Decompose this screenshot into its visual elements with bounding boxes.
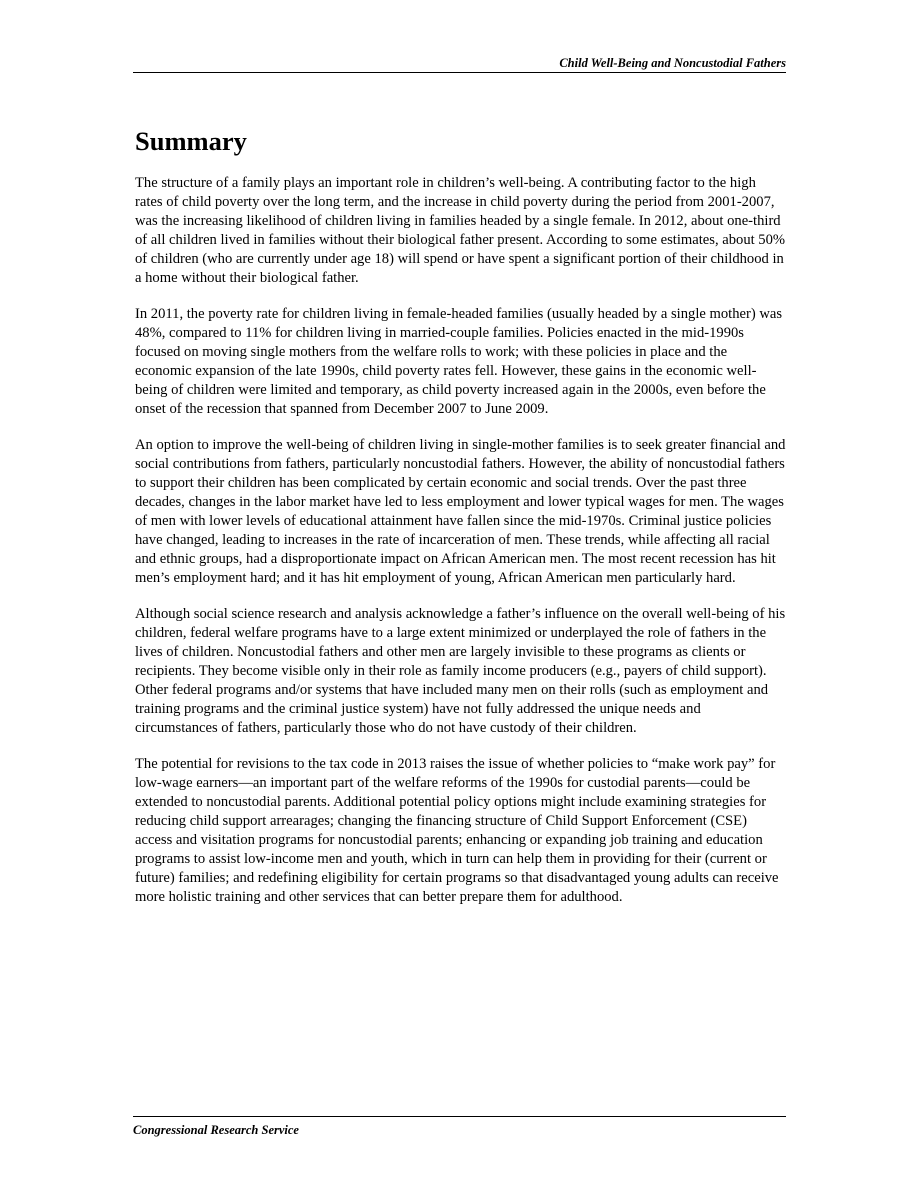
body-paragraph: The structure of a family plays an important role in children’s well-being. A contributing factor to the high rates of child poverty over the long term, and the increase in child poverty during the period from 2001-2007, was the increasing likelihood of children living in families headed by a single female. In 2012, about one-third of all children lived in families without their biological father present. According to some estimates, about 50% of children (who are currently under age 18) will spend or have spent a significant portion of their childhood in a home without their biological father. [135, 175, 786, 286]
running-footer [133, 1116, 786, 1139]
running-header-title: Child Well-Being and Noncustodial Fathers [559, 56, 786, 70]
summary-section [135, 124, 787, 924]
page-title: Summary [135, 126, 247, 156]
footer-source: Congressional Research Service [133, 1123, 299, 1137]
body-paragraph: The potential for revisions to the tax code in 2013 raises the issue of whether policies to “make work pay” for low-wage earners—an important part of the welfare reforms of the 1990s for custodial parents—could be extended to noncustodial parents. Additional potential policy options might include examining strategies for reducing child support arrearages; changing the financing structure of Child Support Enforcement (CSE) access and visitation programs for noncustodial parents; enhancing or expanding job training and education programs to assist low-income men and youth, which in turn can help them in providing for their (current or future) families; and redefining eligibility for certain programs so that disadvantaged young adults can receive more holistic training and other services that can better prepare them for adulthood. [135, 756, 779, 905]
running-header [133, 54, 786, 73]
body-paragraph: Although social science research and analysis acknowledge a father’s influence on the overall well-being of his children, federal welfare programs have to a large extent minimized or underplayed the role of fathers in the lives of children. Noncustodial fathers and other men are largely invisible to these programs as clients or recipients. They become visible only in their role as family income producers (e.g., payers of child support). Other federal programs and/or systems that have included many men on their rolls (such as employment and training programs and the criminal justice system) have not fully addressed the unique needs and circumstances of fathers, particularly those who do not have custody of their children. [135, 606, 786, 736]
body-paragraph: An option to improve the well-being of children living in single-mother families is to seek greater financial and social contributions from fathers, particularly noncustodial fathers. However, the ability of noncustodial fathers to support their children has been complicated by certain economic and social trends. Over the past three decades, changes in the labor market have led to less employment and lower typical wages for men. The wages of men with lower levels of educational attainment have fallen since the mid-1970s. Criminal justice policies have changed, leading to increases in the rate of incarceration of men. These trends, while affecting all racial and ethnic groups, had a disproportionate impact on African American men. The most recent recession has hit men’s employment hard; and it has hit employment of young, African American men particularly hard. [135, 437, 786, 586]
body-paragraph: In 2011, the poverty rate for children living in female-headed families (usually headed by a single mother) was 48%, compared to 11% for children living in married-couple families. Policies enacted in the mid-1990s focused on moving single mothers from the welfare rolls to work; with these policies in place and the economic expansion of the late 1990s, child poverty rates fell. However, these gains in the economic well-being of children were limited and temporary, as child poverty increased again in the 2000s, even before the onset of the recession that spanned from December 2007 to June 2009. [135, 306, 783, 417]
